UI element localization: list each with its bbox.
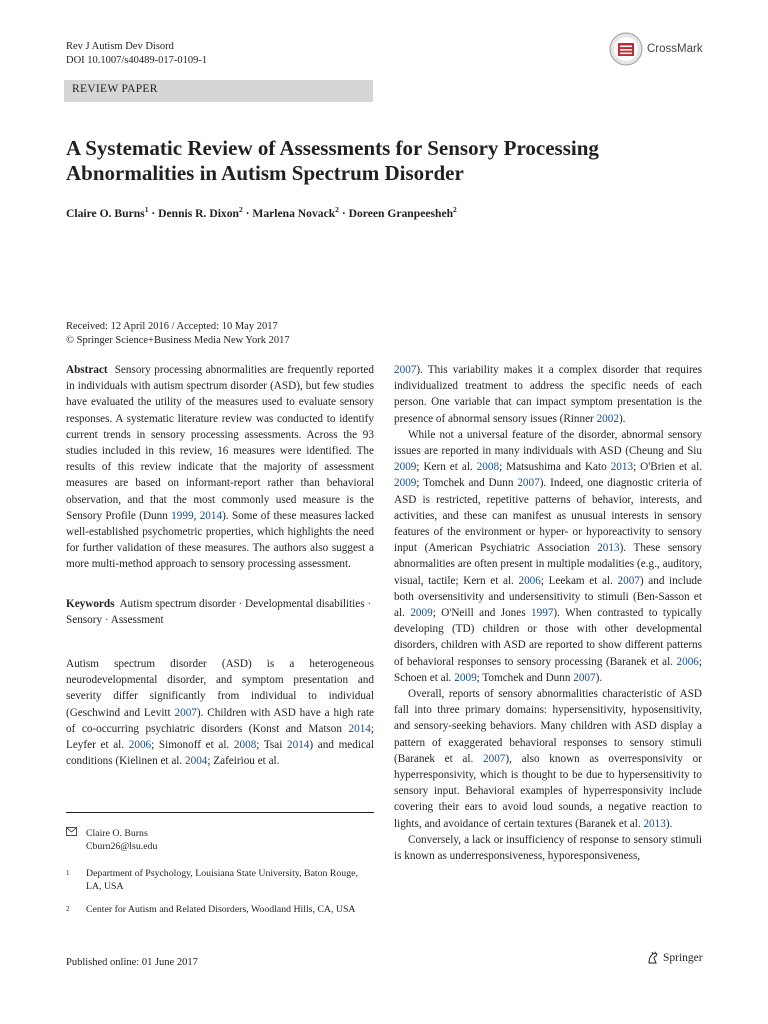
citation-link[interactable]: 2014: [287, 739, 310, 752]
affiliation-marker: 2: [453, 205, 457, 214]
abstract: [66, 362, 374, 573]
publisher-name: Springer: [663, 952, 703, 964]
citation-link[interactable]: 2009: [394, 477, 417, 490]
footnote-number: 2: [66, 905, 70, 913]
author[interactable]: Claire O. Burns: [66, 206, 145, 220]
citation-link[interactable]: 2013: [597, 542, 620, 555]
intro-paragraph: Autism spectrum disorder (ASD) is a heterogeneous neurodevelopmental disorder, and symptom presentation and severity differ significantly from individual to individual (Geschwind and Levitt 2007). Children with ASD have a high rate of co-occurring psychiatric disorders (Konst and Matson 2014; Leyfer et al. 2006; Simonoff et al. 2008; Tsai 2014) and medical conditions (Kielinen et al. 2004; Zafeiriou et al.: [66, 658, 374, 768]
affiliation-marker: 1: [144, 205, 149, 214]
citation-link[interactable]: 2009: [410, 607, 433, 620]
contact-name: Claire O. Burns: [86, 828, 148, 839]
paper-title: A Systematic Review of Assessments for Sensory Processing Abnormalities in Autism Spectrum Disorder: [66, 136, 599, 185]
body-paragraph: While not a universal feature of the disorder, abnormal sensory issues are reported in many individuals with ASD (Cheung and Siu 2009; Kern et al. 2008; Matsushima and Kato 2013; O'Brien et al. 2009; Tomchek and Dunn 2007). Indeed, one diagnostic criteria of ASD is restricted, repetitive patterns of behavior, interests, and activities, and these can manifest as unusual interests in sensory features of the environment or hyper- or hyporeactivity to sensory input (American Psychiatric Association 2013). These sensory abnormalities are often present in multiple modalities (e.g., auditory, visual, tactile; Kern et al. 2006; Leekam et al. 2007) and include both oversensitivity and undersensitivity to stimuli (Ben-Sasson et al. 2009; O'Neill and Jones 1997). When contrasted to typically developing (TD) children or those with other developmental disorders, children with ASD are reported to show different patterns of behavioral responses to sensory processing (Baranek et al. 2006; Schoen et al. 2009; Tomchek and Dunn 2007).: [394, 428, 703, 684]
affiliation-text: Department of Psychology, Louisiana State University, Baton Rouge, LA, USA: [86, 868, 358, 892]
citation-link[interactable]: 2006: [128, 739, 152, 752]
contact-email[interactable]: Cburn26@lsu.edu: [86, 841, 158, 852]
keywords-text: Autism spectrum disorder · Developmental disabilities · Sensory · Assessment: [66, 597, 372, 626]
footnote-number: 1: [66, 869, 70, 877]
citation-link[interactable]: 2007: [174, 706, 197, 719]
keywords: [66, 596, 374, 628]
journal-name: Rev J Autism Dev Disord: [66, 41, 174, 52]
body-paragraph: 2007). This variability makes it a complex disorder that requires individualized treatment to address the specific needs of each person. One variable that can impact symptom presentation is the presence of abnormal sensory issues (Rinner 2002).: [394, 364, 702, 425]
article-dates: [66, 320, 290, 348]
abstract-text: ). Some of these measures lacked well-established psychometric properties, which highlights the need for further validation of these measures. The authors also suggest a more multi-method approach to sensory processing assessment.: [66, 509, 374, 571]
right-column: [394, 362, 702, 864]
doi[interactable]: DOI 10.1007/s40489-017-0109-1: [66, 55, 208, 66]
received-accepted: Received: 12 April 2016 / Accepted: 10 May 2017: [66, 321, 278, 332]
citation-link[interactable]: 2007: [517, 477, 540, 490]
section-bar: [64, 80, 373, 102]
citation-link[interactable]: 2009: [394, 461, 417, 474]
author[interactable]: Dennis R. Dixon: [158, 206, 239, 220]
abstract-label: Abstract: [66, 364, 108, 376]
citation-link[interactable]: 2006: [518, 574, 541, 587]
author[interactable]: Doreen Granpeesheh: [348, 206, 454, 220]
body-paragraph: Overall, reports of sensory abnormalities characteristic of ASD fall into three primary domains: hypersensitivity, hyposensitivity, and sensory-seeking behaviors. Many children with ASD display a pattern of exaggerated behavioral responses to sensory stimuli (Baranek et al. 2007), also known as overresponsivity or hyperresponsivity, which is thought to be due to hypersensitivity to sensory input. Behavioral examples of hyperresponsivity include covering their ears to avoid loud sounds, a negative reaction to lights, and avoidance of certain textures (Baranek et al. 2013).: [394, 688, 702, 830]
citation-link[interactable]: 2002: [596, 412, 619, 425]
affiliation-footnote: [66, 867, 374, 893]
envelope-icon: [66, 827, 86, 853]
citation-link[interactable]: 2007: [483, 752, 506, 765]
left-column: [66, 362, 374, 769]
crossmark-badge[interactable]: [609, 33, 719, 65]
footnotes: [66, 812, 374, 916]
author-list: Claire O. Burns$^1$ · Dennis R. Dixon$^2$ · Marlena Novack$^2$ · Doreen Granpeesheh$^2$: [66, 205, 457, 220]
citation-link[interactable]: 1997: [531, 607, 554, 620]
contact-footnote: [66, 827, 374, 853]
crossmark-label: CrossMark: [647, 43, 703, 55]
citation-link[interactable]: 2007: [394, 364, 417, 376]
body-paragraph: Conversely, a lack or insufficiency of response to sensory stimuli is known as underresponsiveness, hyporesponsiveness,: [394, 833, 702, 863]
keywords-label: Keywords: [66, 597, 115, 610]
citation-link[interactable]: 2008: [233, 739, 257, 752]
citation-link[interactable]: 2006: [676, 655, 699, 668]
abstract-text: ,: [193, 509, 200, 522]
citation-link[interactable]: 2013: [610, 461, 634, 474]
publisher-logo[interactable]: [646, 951, 703, 965]
affiliation-text: Center for Autism and Related Disorders, Woodland Hills, CA, USA: [86, 904, 356, 915]
affiliation-marker: 2: [335, 205, 339, 214]
affiliation-footnote: [66, 903, 374, 916]
affiliation-marker: 2: [238, 205, 243, 214]
citation-link[interactable]: 2009: [454, 671, 477, 684]
author[interactable]: Marlena Novack: [252, 206, 336, 220]
citation-link[interactable]: 2014: [348, 722, 371, 735]
citation-link[interactable]: 2007: [617, 574, 640, 587]
copyright: © Springer Science+Business Media New York 2017: [66, 335, 290, 346]
section-label: REVIEW PAPER: [72, 83, 158, 95]
citation-link[interactable]: 2007: [573, 671, 596, 684]
published-date: Published online: 01 June 2017: [66, 957, 198, 968]
citation-link[interactable]: 2013: [643, 817, 666, 830]
citation-link[interactable]: 2014: [199, 509, 223, 522]
citation-link[interactable]: 2004: [185, 755, 208, 768]
citation-link[interactable]: 1999: [171, 509, 194, 522]
crossmark-icon: [609, 32, 643, 66]
springer-horse-icon: [646, 951, 660, 965]
citation-link[interactable]: 2008: [476, 461, 500, 474]
journal-header: [66, 40, 207, 68]
abstract-text: Sensory processing abnormalities are frequently reported in individuals with autism spectrum disorder (ASD), but few studies have evaluated the utility of the measures used to evaluate sensory responses. A systematic literature review was conducted to identify current trends in sensory processing assessments. Across the 93 studies included in this review, 16 measures were identified. The results of this review indicate that the majority of assessment measures are based on informant-report rather than behavioral observation, and that the most commonly used measure is the Sensory Profile (Dunn: [66, 364, 374, 522]
